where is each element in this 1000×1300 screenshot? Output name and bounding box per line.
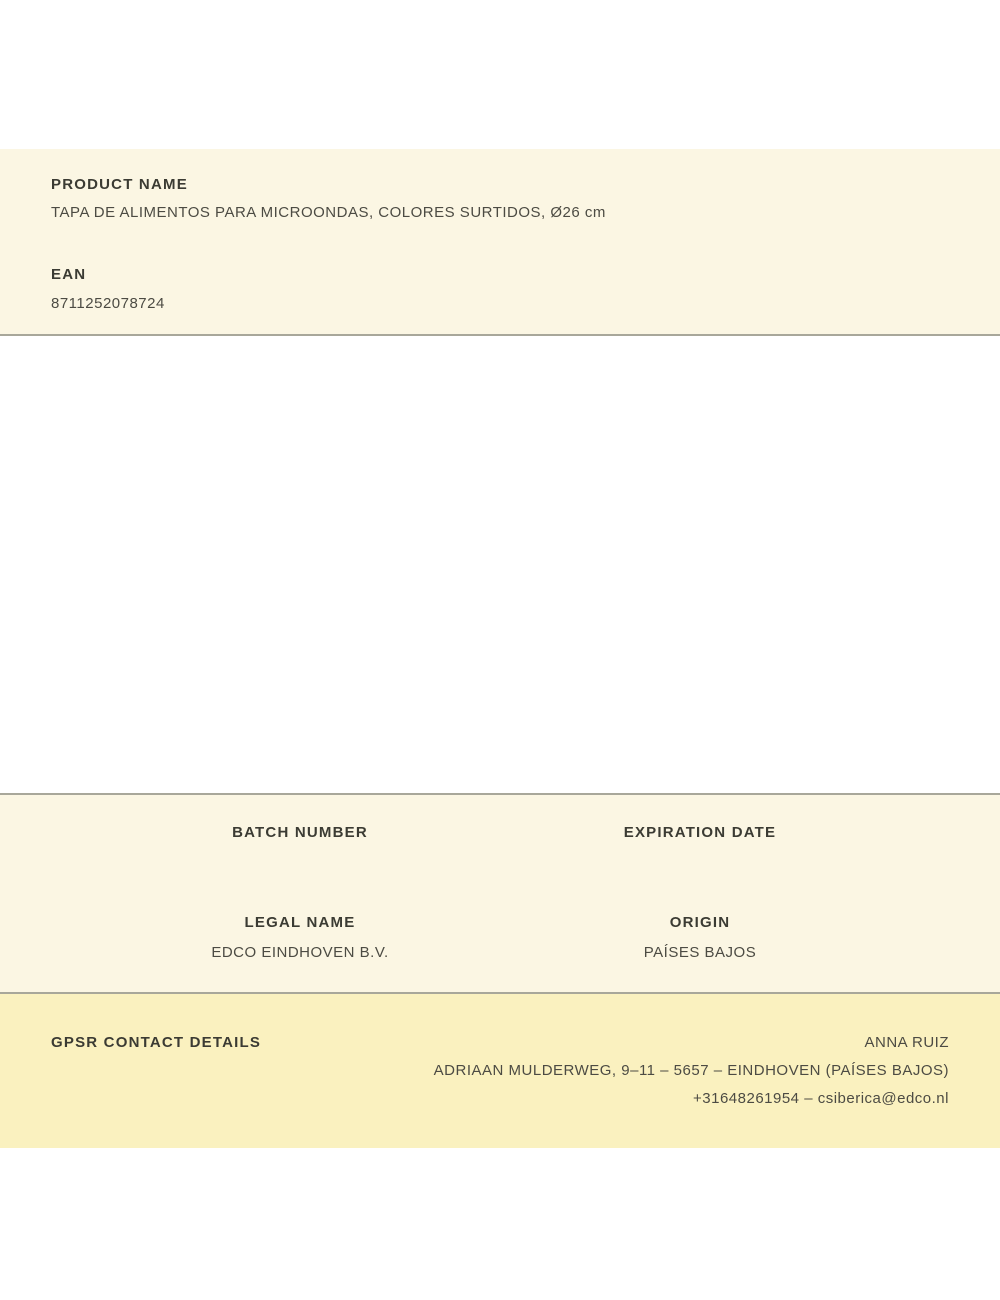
expiration-date-value <box>500 853 900 873</box>
batch-number-label: BATCH NUMBER <box>232 824 368 841</box>
gpsr-contact-section <box>0 994 1000 1148</box>
origin-label: ORIGIN <box>669 914 731 931</box>
origin-value: PAÍSES BAJOS <box>643 944 757 961</box>
product-name-label: PRODUCT NAME <box>51 176 188 193</box>
legal-name-label: LEGAL NAME <box>244 914 356 931</box>
batch-legal-section <box>0 793 1000 994</box>
ean-label: EAN <box>51 266 87 283</box>
gpsr-contact-name: ANNA RUIZ <box>864 1034 949 1051</box>
product-name-value: TAPA DE ALIMENTOS PARA MICROONDAS, COLORES SURTIDOS, Ø26 cm <box>51 204 606 221</box>
gpsr-contact-phone-email: +31648261954 – csiberica@edco.nl <box>693 1090 949 1107</box>
gpsr-contact-details-label: GPSR CONTACT DETAILS <box>51 1034 262 1051</box>
product-info-section <box>0 149 1000 336</box>
ean-value: 8711252078724 <box>51 295 165 312</box>
gpsr-contact-address: ADRIAAN MULDERWEG, 9–11 – 5657 – EINDHOVEN (PAÍSES BAJOS) <box>433 1062 949 1079</box>
expiration-date-label: EXPIRATION DATE <box>623 824 777 841</box>
batch-number-value <box>100 853 500 873</box>
legal-name-value: EDCO EINDHOVEN B.V. <box>211 944 389 961</box>
